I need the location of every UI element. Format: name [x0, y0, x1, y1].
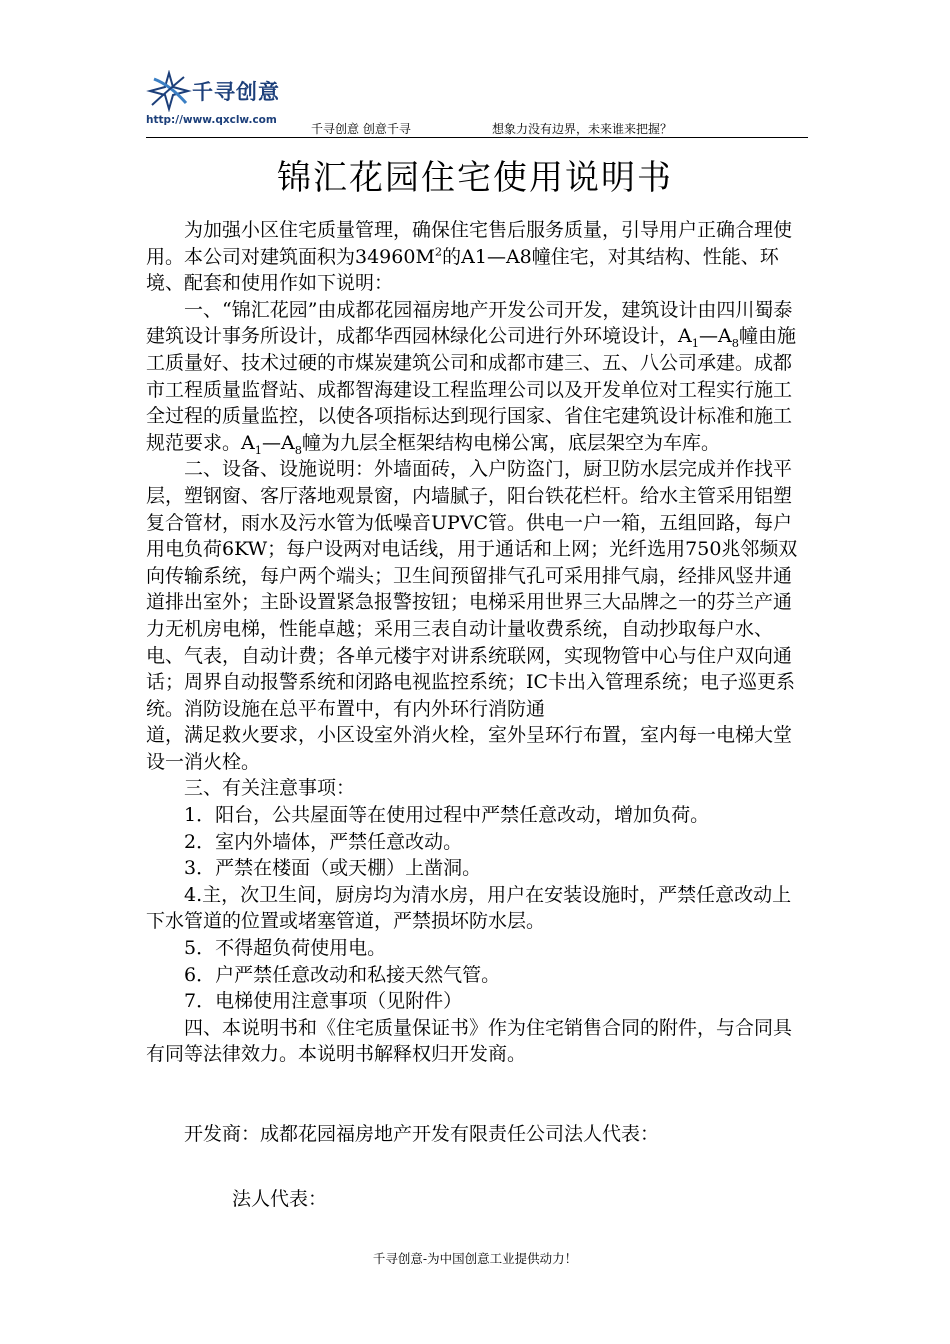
developer-line: 开发商：成都花园福房地产开发有限责任公司法人代表：	[184, 1123, 660, 1145]
section-4-paragraph: 四、本说明书和《住宅质量保证书》作为住宅销售合同的附件，与合同具有同等法律效力。本说明书解释权归开发商。	[146, 1016, 793, 1066]
section-1-paragraph: 一、“锦汇花园”由成都花园福房地产开发公司开发，建筑设计由四川蜀泰建筑设计事务所设计，成都华西园林绿化公司进行外环境设计，$A_1—A_8$幢由施工质量好、技术过硬的市煤炭建筑公司和成都市建三、五、八公司承建。成都市工程质量监督站、成都智海建设工程监理公司以及开发单位对工程实行施工全过程的质量监控，以使各项指标达到现行国家、省住宅建筑设计标准和施工规范要求。$A_1—A_8$幢为九层全框架结构电梯公寓，底层架空为车库。	[146, 298, 796, 457]
notice-item: 7．电梯使用注意事项（见附件）	[184, 990, 463, 1013]
notice-item: 1．阳台，公共屋面等在使用过程中严禁任意改动，增加负荷。	[184, 804, 710, 827]
intro-paragraph: 为加强小区住宅质量管理，确保住宅售后服务质量，引导用户正确合理使用。本公司对建筑面积为$34960M^2$的A1—A8幢住宅，对其结构、性能、环境、配套和使用作如下说明：	[146, 219, 793, 295]
page-header	[146, 70, 808, 140]
star-swoosh-icon	[146, 70, 192, 112]
header-tagline: 想象力没有边界，未来谁来把握？	[492, 122, 673, 136]
document-title: 锦汇花园住宅使用说明书	[277, 158, 673, 198]
logo-text: 千寻创意	[192, 80, 280, 104]
section-2-paragraph: 二、设备、设施说明：外墙面砖，入户防盗门，厨卫防水层完成并作找平层，塑钢窗、客厅落地观景窗，内墙腻子，阳台铁花栏杆。给水主管采用铝塑复合管材，雨水及污水管为低噪音UPVC管。供电一户一箱，五组回路，每户用电负荷6KW；每户设两对电话线，用于通话和上网；光纤选用750兆邻频双向传输系统，每户两个端头；卫生间预留排气孔可采用排气扇，经排风竖井通道排出室外；主卧设置紧急报警按钮；电梯采用世界三大品牌之一的芬兰产通力无机房电梯，性能卓越；采用三表自动计量收费系统，自动抄取每户水、电、气表，自动计费；各单元楼宇对讲系统联网，实现物管中心与住户双向通话；周界自动报警系统和闭路电视监控系统；IC卡出入管理系统；电子巡更系统。消防设施在总平布置中，有内外环行消防通	[146, 458, 798, 720]
notice-item: 3．严禁在楼面（或天棚）上凿洞。	[184, 857, 482, 880]
document-body	[146, 217, 808, 1212]
section-3-heading: 三、有关注意事项：	[184, 777, 356, 800]
legal-rep-line: 法人代表：	[232, 1187, 328, 1210]
header-slogan: 千寻创意 创意千寻	[311, 122, 411, 136]
page-footer: 千寻创意-为中国创意工业提供动力！	[372, 1251, 578, 1266]
notice-item: 2．室内外墙体，严禁任意改动。	[184, 830, 463, 853]
header-divider	[146, 137, 808, 138]
notice-item: 4.主，次卫生间，厨房均为清水房，用户在安装设施时，严禁任意改动上下水管道的位置或堵塞管道，严禁损坏防水层。	[146, 883, 792, 933]
section-2-continuation: 道，满足救火要求，小区设室外消火栓，室外呈环行布置，室内每一电梯大堂设一消火栓。	[146, 724, 793, 773]
logo-url[interactable]: http://www.qxclw.com	[146, 114, 277, 126]
notice-item: 5．不得超负荷使用电。	[184, 937, 387, 960]
notice-item: 6．户严禁任意改动和私接天然气管。	[184, 963, 501, 986]
